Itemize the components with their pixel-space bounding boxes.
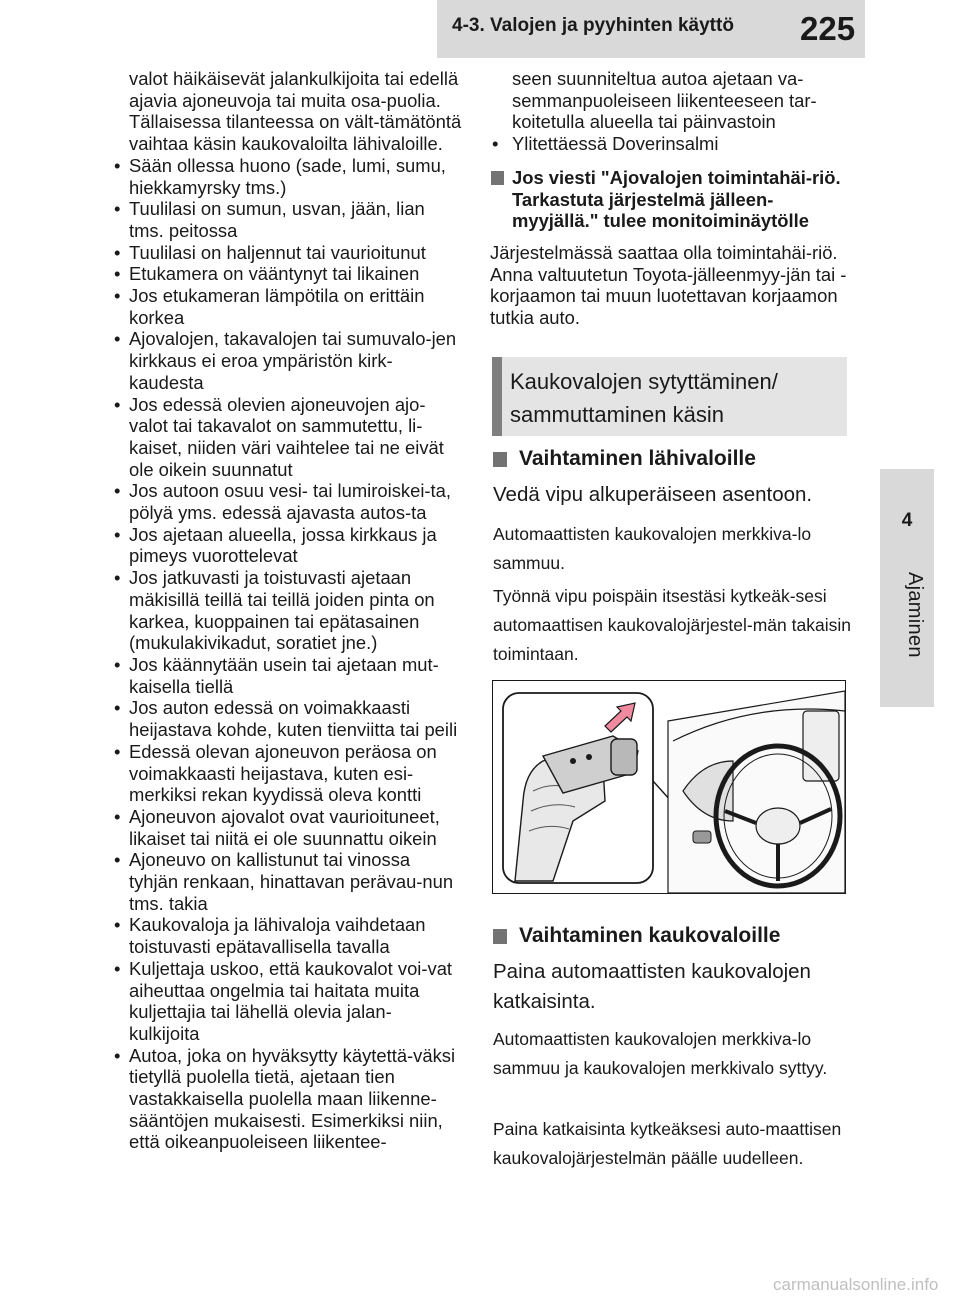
list-item: • Tuulilasi on sumun, usvan, jään, lian tms. peitossa xyxy=(112,198,462,241)
chapter-label: Ajaminen xyxy=(904,572,926,658)
list-item: • Ajovalojen, takavalojen tai sumuvalo-jen kirkkaus ei eroa ympäristön kirk-kaudesta xyxy=(112,328,462,393)
low-beam-note: Työnnä vipu poispäin itsestäsi kytkeäk-sesi automaattisen kaukovalojärjestel-män takaisin toimintaan. xyxy=(493,586,851,664)
steering-hub xyxy=(756,808,800,844)
low-beam-note: Automaattisten kaukovalojen merkkiva-lo sammuu. xyxy=(493,524,812,573)
list-item: • Jos jatkuvasti ja toistuvasti ajetaan mäkisillä teillä tai teillä joiden pinta on karkea, kuoppainen tai epätasainen (mukulakivikadut, soratiet jne.) xyxy=(112,567,462,654)
list-item: • Ajoneuvon ajovalot ovat vaurioituneet, likaiset tai niitä ei ole suunnattu oikein xyxy=(112,806,462,849)
list-item: • Jos edessä olevien ajoneuvojen ajo-valot tai takavalot on sammutettu, li-kaiset, niiden väri vaihtelee tai ne eivät ole oikein suunnatut xyxy=(112,394,462,481)
condition-list xyxy=(112,155,462,1153)
list-item: • Jos ajetaan alueella, jossa kirkkaus ja pimeys vuorottelevat xyxy=(112,524,462,567)
list-item: • Ylitettäessä Doverinsalmi xyxy=(490,133,850,155)
list-item: • Edessä olevan ajoneuvon peräosa on voimakkaasti heijastava, kuten esi-merkiksi rekan kyydissä oleva kontti xyxy=(112,741,462,806)
list-item: • Tuulilasi on haljennut tai vaurioitunut xyxy=(112,242,462,264)
lever-illustration xyxy=(492,680,846,894)
list-item: • Jos auton edessä on voimakkaasti heijastava kohde, kuten tienviitta tai peili xyxy=(112,697,462,740)
low-beam-heading: Vaihtaminen lähivaloille xyxy=(493,447,756,471)
square-bullet-icon xyxy=(493,929,507,944)
list-item: • Kaukovaloja ja lähivaloja vaihdetaan toistuvasti epätavallisella tavalla xyxy=(112,914,462,957)
malfunction-heading: Jos viesti "Ajovalojen toimintahäi-riö. Tarkastuta järjestelmä jälleen-myyjällä." tulee monitoiminäytölle xyxy=(490,167,850,232)
lever-in-car xyxy=(693,831,711,843)
right-column xyxy=(490,68,850,329)
list-item: • Etukamera on vääntynyt tai likainen xyxy=(112,263,462,285)
section-title: 4-3. Valojen ja pyyhinten käyttö xyxy=(452,15,734,36)
lever-knob xyxy=(611,739,637,775)
list-item: • Jos käännytään usein tai ajetaan mut-kaisella tiellä xyxy=(112,654,462,697)
malfunction-text: Järjestelmässä saattaa olla toimintahäi-riö. Anna valtuutetun Toyota-jälleenmyy-jän tai -korjaamon tai muun luotettavan korjaamon tutkia auto. xyxy=(490,241,847,329)
section-heading: Kaukovalojen sytyttäminen/ sammuttaminen käsin xyxy=(510,369,778,427)
center-display xyxy=(803,711,839,781)
dashboard-drawing xyxy=(493,681,845,893)
condition-list xyxy=(490,133,850,155)
list-item: • Ajoneuvo on kallistunut tai vinossa tyhjän renkaan, hinattavan perävau-nun tms. takia xyxy=(112,849,462,914)
high-beam-heading: Vaihtaminen kaukovaloille xyxy=(493,924,780,948)
low-beam-step: Vedä vipu alkuperäiseen asentoon. xyxy=(493,483,813,506)
chapter-number: 4 xyxy=(901,510,913,531)
page-number: 225 xyxy=(800,10,856,47)
left-column xyxy=(112,68,462,1153)
continuation-text: seen suunniteltua autoa ajetaan va-semmanpuoleiseen liikenteeseen tar-koitetulla alueella tai päinvastoin xyxy=(512,68,817,133)
list-item: • Sään ollessa huono (sade, lumi, sumu, hiekkamyrsky tms.) xyxy=(112,155,462,198)
list-item: • Kuljettaja uskoo, että kaukovalot voi-vat aiheuttaa ongelmia tai haitata muita kuljettajia tai lähellä olevia jalan-kulkijoita xyxy=(112,958,462,1045)
high-beam-step: Paina automaattisten kaukovalojen katkaisinta. xyxy=(493,960,811,1013)
square-bullet-icon xyxy=(491,171,504,185)
section-accent-bar xyxy=(492,357,502,436)
lever-marker xyxy=(570,758,576,764)
continuation-text: valot häikäisevät jalankulkijoita tai edellä ajavia ajoneuvoja tai muita osa-puolia. Tällaisessa tilanteessa on vält-tämätöntä vaihtaa käsin kaukovaloilta lähivaloille. xyxy=(129,68,462,155)
high-beam-note: Automaattisten kaukovalojen merkkiva-lo sammuu ja kaukovalojen merkkivalo syttyy. xyxy=(493,1029,828,1078)
watermark: carmanualsonline.info xyxy=(773,1275,939,1294)
list-item: • Autoa, joka on hyväksytty käytettä-väksi tietyllä puolella tietä, ajetaan tien vastakkaisella puolella maan liikenne-sääntöjen mukaisesti. Esimerkiksi niin, että oikeanpuoleiseen liikentee- xyxy=(112,1045,462,1154)
section-title-box xyxy=(492,357,847,436)
list-item: • Jos etukameran lämpötila on erittäin korkea xyxy=(112,285,462,328)
lever-marker xyxy=(586,754,592,760)
list-item: • Jos autoon osuu vesi- tai lumiroiskei-ta, pölyä yms. edessä ajavasta autos-ta xyxy=(112,480,462,523)
high-beam-note: Paina katkaisinta kytkeäksesi auto-maattisen kaukovalojärjestelmän päälle uudelleen. xyxy=(493,1119,842,1168)
square-bullet-icon xyxy=(493,452,507,467)
